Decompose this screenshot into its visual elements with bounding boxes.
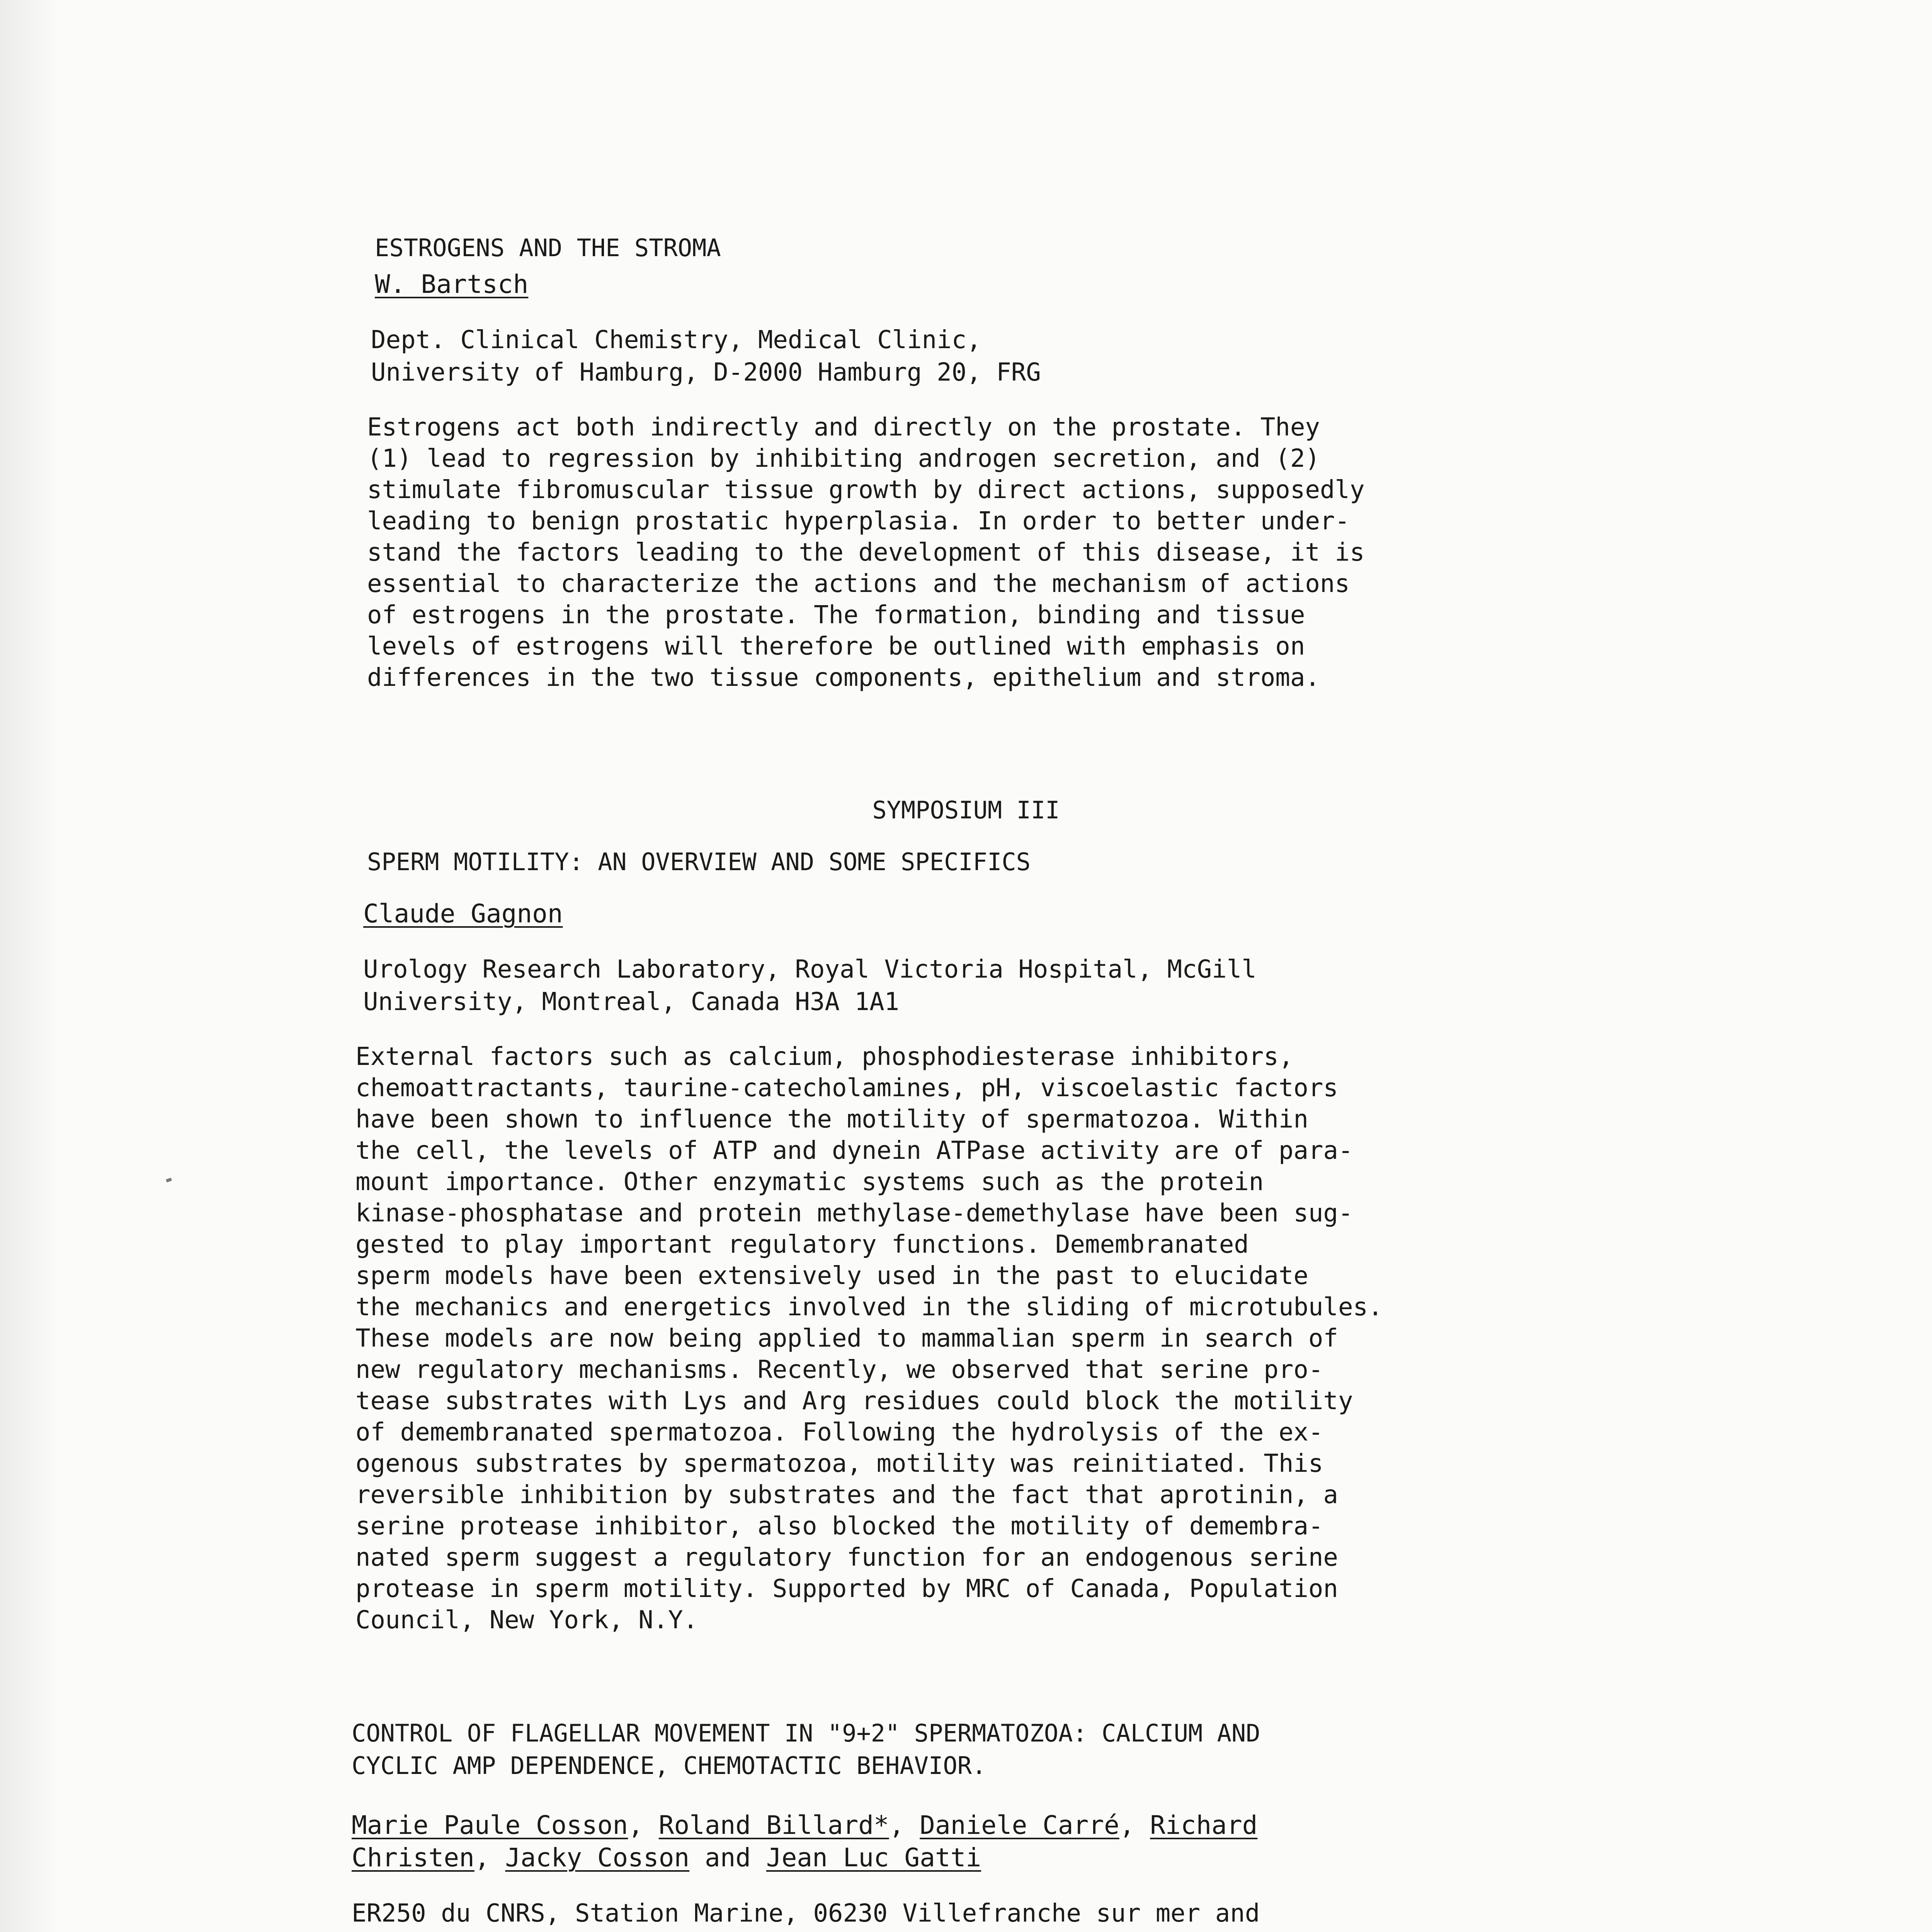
abstract-flagellar-control [348, 1717, 1623, 1932]
author-separator: , [628, 1810, 659, 1840]
page-edge-shadow [0, 0, 58, 1932]
author-name-part: Christen [352, 1843, 474, 1872]
author-separator: , [1119, 1810, 1150, 1840]
abstract-body: External factors such as calcium, phosphodiesterase inhibitors, chemoattractants, taurine-catecholamines, pH, viscoelastic factors have been shown to influence the motility of spermatozoa. Within the cell, the levels of ATP and dynein ATPase activity are of para- mount importance. Other enzymatic systems such as the protein kinase-phosphatase and protein methylase-demethylase have been sug- gested to play important regulatory functions. Demembranated sperm models have been extensively used in the past to elucidate the mechanics and energetics involved in the sliding of microtubules. These models are now being applied to mammalian sperm in search of new regulatory mechanisms. Recently, we observed that serine pro- tease substrates with Lys and Arg residues could block the motility of demembranated spermatozoa. Following the hydrolysis of the ex- ogenous substrates by spermatozoa, motility was reinitiated. This reversible inhibition by substrates and the fact that aprotinin, a serine protease inhibitor, also blocked the motility of demembra- nated sperm suggest a regulatory function for an endogenous serine protease in sperm motility. Supported by MRC of Canada, Population Council, New York, N.Y. [355, 1043, 1383, 1634]
abstract-author [363, 898, 1623, 930]
scan-speck [166, 1178, 172, 1182]
author-name: Daniele Carré [920, 1810, 1119, 1840]
author-conjunction: and [704, 1843, 751, 1872]
abstract-title-line-2: CYCLIC AMP DEPENDENCE, CHEMOTACTIC BEHAVIOR. [352, 1752, 986, 1780]
author-name: Jean Luc Gatti [766, 1843, 981, 1872]
author-separator: , [889, 1810, 920, 1840]
author-name: W. Bartsch [375, 269, 529, 299]
abstract-body: Estrogens act both indirectly and directly on the prostate. They (1) lead to regression by inhibiting androgen secretion, and (2) stimulate fibromuscular tissue growth by direct actions, supposedly leading to benign prostatic hyperplasia. In order to better under- stand the factors leading to the development of this disease, it is essential to characterize the actions and the mechanism of actions of estrogens in the prostate. The formation, binding and tissue levels of estrogens will therefore be outlined with emphasis on differences in the two tissue components, epithelium and stroma. [367, 413, 1365, 692]
symposium-heading: SYMPOSIUM III [872, 796, 1060, 824]
abstract-affiliation: ER250 du CNRS, Station Marine, 06230 Villefranche sur mer and [352, 1899, 1260, 1928]
abstract-authors [352, 1809, 1623, 1874]
author-name: Roland Billard* [658, 1810, 889, 1840]
abstract-affiliation: Dept. Clinical Chemistry, Medical Clinic, University of Hamburg, D-2000 Hamburg 20, FRG [371, 326, 1041, 387]
abstract-sperm-motility [348, 794, 1623, 1636]
author-name-part: Richard [1150, 1810, 1258, 1840]
author-name: Jacky Cosson [505, 1843, 690, 1872]
abstract-title: SPERM MOTILITY: AN OVERVIEW AND SOME SPECIFICS [367, 848, 1031, 876]
page-content [348, 232, 1623, 1932]
author-name: Marie Paule Cosson [352, 1810, 628, 1840]
author-separator: , [474, 1843, 505, 1872]
abstract-estrogens [348, 232, 1623, 694]
author-name: Claude Gagnon [363, 899, 563, 929]
abstract-affiliation: Urology Research Laboratory, Royal Victoria Hospital, McGill University, Montreal, Canada H3A 1A1 [363, 955, 1257, 1016]
abstract-author [375, 268, 1623, 301]
abstract-title-line-1: CONTROL OF FLAGELLAR MOVEMENT IN "9+2" SPERMATOZOA: CALCIUM AND [352, 1719, 1260, 1747]
abstract-title: ESTROGENS AND THE STROMA [375, 234, 721, 262]
